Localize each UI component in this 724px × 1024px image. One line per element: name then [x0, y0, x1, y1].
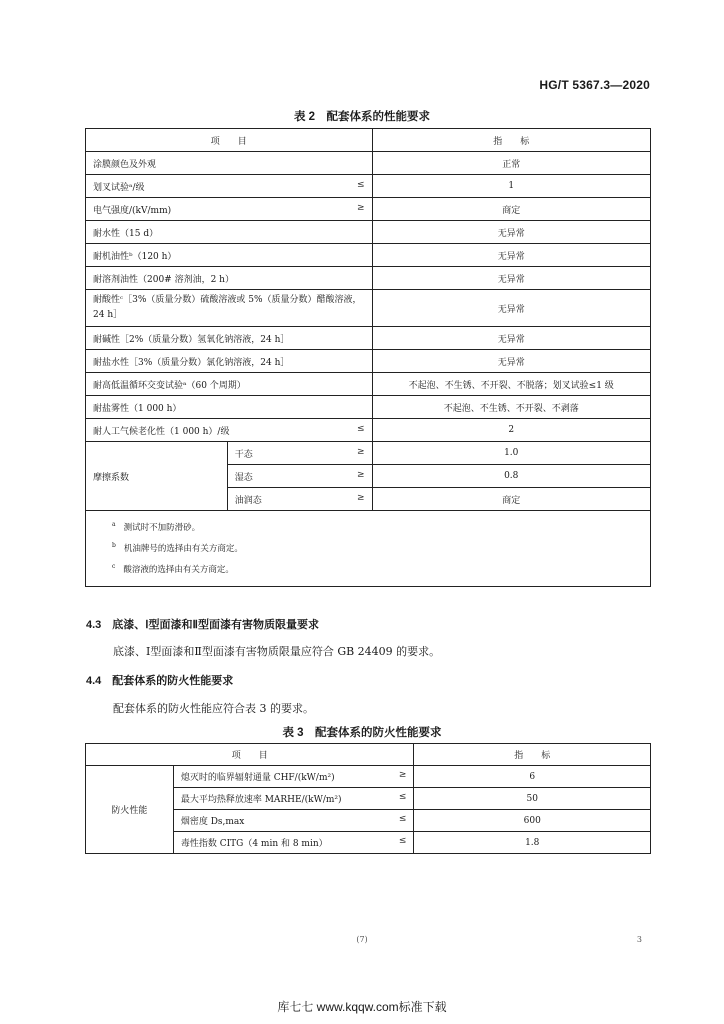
table2-row: [86, 244, 651, 267]
table2-value-cell: 1: [372, 175, 651, 198]
standard-number: HG/T 5367.3—2020: [539, 78, 650, 92]
item-label: 耐水性（15 d）: [93, 228, 159, 239]
table2-performance: [85, 128, 651, 587]
fire-value: 600: [414, 810, 651, 832]
fire-item-cell: 毒性指数 CITG（4 min 和 8 min） ≤: [173, 832, 414, 854]
table2-item-cell: [86, 419, 373, 442]
friction-row-dry: [86, 442, 651, 465]
table2-item-cell: [86, 152, 373, 175]
item-label: 耐碱性［2%（质量分数）氢氧化钠溶液，24 h］: [93, 334, 290, 345]
table3-fire: [85, 743, 651, 854]
table3-header-row: [86, 744, 651, 766]
table3-caption: 表 3 配套体系的防火性能要求: [282, 727, 442, 739]
table3-col-index: 指 标: [414, 744, 651, 766]
table2-notes: [86, 511, 651, 587]
friction-value: 1.0: [372, 442, 651, 465]
table2-item-cell: [86, 327, 373, 350]
friction-sub-cell: 油润态 ≥: [227, 488, 372, 511]
table2-item-cell: [86, 198, 373, 221]
operator: ≤: [356, 423, 365, 434]
item-label: 耐盐雾性（1 000 h）: [93, 403, 182, 414]
item-label: 耐溶剂油性（200# 溶剂油，2 h）: [93, 274, 234, 285]
page-mark: (7): [356, 935, 368, 944]
table2-row: [86, 221, 651, 244]
fire-value: 50: [414, 788, 651, 810]
table2-row: [86, 419, 651, 442]
table2-item-cell: [86, 396, 373, 419]
table2-value-cell: 不起泡、不生锈、不开裂、不脱落；划叉试验≤1 级: [372, 373, 651, 396]
friction-label: 摩擦系数: [86, 442, 228, 511]
table2-value-cell: 无异常: [372, 350, 651, 373]
fire-row: [86, 766, 651, 788]
note-c: $^c$ 酸溶液的选择由有关方商定。: [112, 562, 234, 575]
table2-caption: 表 2 配套体系的性能要求: [293, 111, 431, 123]
item-label: 耐盐水性［3%（质量分数）氯化钠溶液，24 h］: [93, 357, 290, 368]
table3-col-item: 项 目: [86, 744, 414, 766]
operator: ≥: [356, 202, 365, 213]
fire-group-label: 防火性能: [86, 766, 174, 854]
item-label: 涂膜颜色及外观: [93, 159, 157, 170]
table2-item-cell: [86, 290, 373, 327]
fire-item-cell: 熄灭时的临界辐射通量 CHF/(kW/m²) ≥: [173, 766, 414, 788]
table2-value-cell: 无异常: [372, 244, 651, 267]
table2-item-cell: [86, 175, 373, 198]
friction-value: 0.8: [372, 465, 651, 488]
fire-value: 6: [414, 766, 651, 788]
table2-row: [86, 327, 651, 350]
table2-item-cell: [86, 244, 373, 267]
table2-row: [86, 175, 651, 198]
item-label: 电气强度/(kV/mm): [93, 205, 172, 216]
table2-value-cell: 正常: [372, 152, 651, 175]
table2-value-cell: 无异常: [372, 221, 651, 244]
page-number: 3: [636, 935, 642, 944]
table2-item-cell: [86, 350, 373, 373]
table2-row: [86, 290, 651, 327]
section-4-4-title: 4.4 配套体系的防火性能要求: [86, 675, 234, 687]
friction-sub-cell: 干态 ≥: [227, 442, 372, 465]
item-label: 耐酸性ᶜ［3%（质量分数）硫酸溶液或 5%（质量分数）醋酸溶液，24 h］: [93, 295, 362, 320]
table2-row: [86, 198, 651, 221]
note-a: $^a$ 测试时不加防滑砂。: [112, 521, 201, 533]
fire-value: 1.8: [414, 832, 651, 854]
table2-item-cell: [86, 221, 373, 244]
table2-header-row: [86, 129, 651, 152]
table2-row: [86, 350, 651, 373]
table2-row: [86, 267, 651, 290]
item-label: 耐人工气候老化性（1 000 h）/级: [93, 426, 230, 437]
table2-row: [86, 373, 651, 396]
operator: ≤: [356, 179, 365, 190]
table2-col-index: 指 标: [372, 129, 651, 152]
friction-value: 商定: [372, 488, 651, 511]
table2-item-cell: [86, 373, 373, 396]
friction-sub-cell: 湿态 ≥: [227, 465, 372, 488]
item-label: 耐机油性ᵇ（120 h）: [93, 251, 177, 262]
table2-row: [86, 152, 651, 175]
site-footer-link[interactable]: 库七七 www.kqqw.com标准下载: [277, 1000, 447, 1014]
table2-col-item: 项 目: [86, 129, 373, 152]
item-label: 划叉试验ᵃ/级: [93, 182, 145, 193]
table2-value-cell: 2: [372, 419, 651, 442]
table2-value-cell: 商定: [372, 198, 651, 221]
fire-item-cell: 烟密度 Ds,max ≤: [173, 810, 414, 832]
table2-value-cell: 不起泡、不生锈、不开裂、不剥落: [372, 396, 651, 419]
section-4-3-title: 4.3 底漆、Ⅰ型面漆和Ⅱ型面漆有害物质限量要求: [86, 619, 319, 631]
table2-value-cell: 无异常: [372, 327, 651, 350]
table2-value-cell: 无异常: [372, 290, 651, 327]
table2-value-cell: 无异常: [372, 267, 651, 290]
fire-item-cell: 最大平均热释放速率 MARHE/(kW/m²) ≤: [173, 788, 414, 810]
table2-row: [86, 396, 651, 419]
table2-item-cell: [86, 267, 373, 290]
section-4-4-text: 配套体系的防火性能应符合表 3 的要求。: [113, 702, 314, 715]
section-4-3-text: 底漆、Ⅰ型面漆和Ⅱ型面漆有害物质限量应符合 GB 24409 的要求。: [113, 645, 441, 658]
note-b: $^b$ 机油牌号的选择由有关方商定。: [112, 541, 243, 554]
item-label: 耐高低温循环交变试验ᵃ（60 个周期）: [93, 380, 246, 391]
